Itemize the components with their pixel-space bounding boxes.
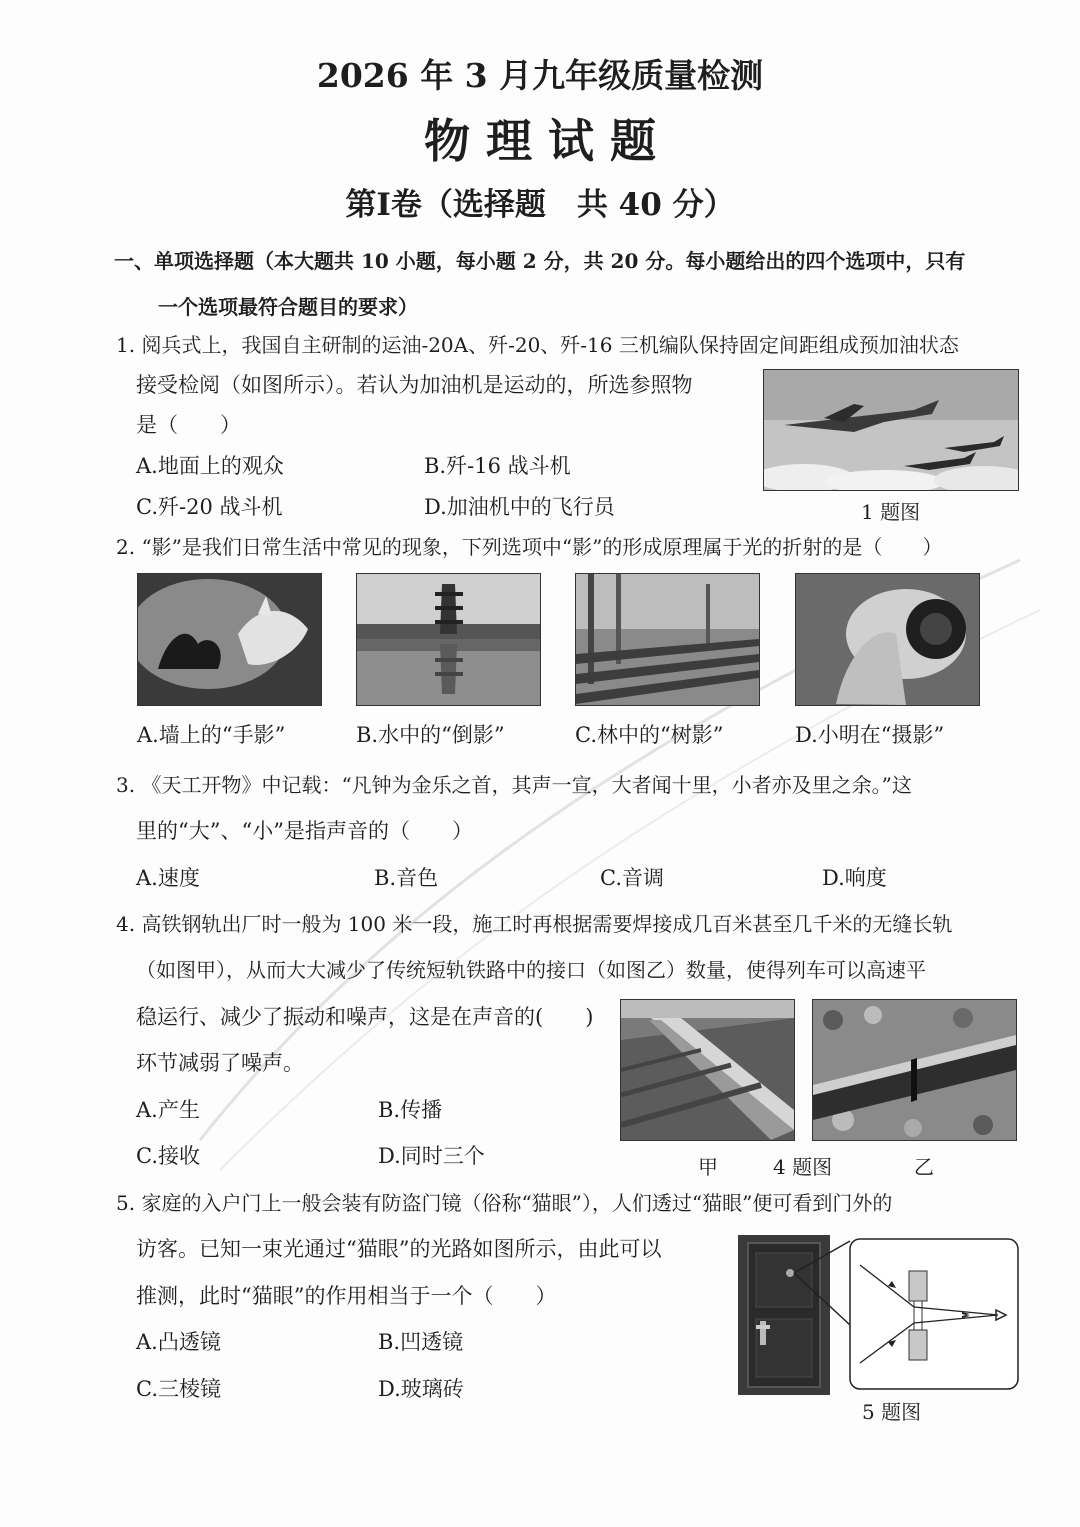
q2-tree-shadow-photo (575, 573, 760, 706)
q4-seamless-rail-photo (620, 999, 795, 1141)
q4-line2: （如图甲），从而大大减少了传统短轨铁路中的接口（如图乙）数量，使得列车可以高速平 (136, 958, 926, 982)
section-heading-line1: 一、单项选择题（本大题共 10 小题，每小题 2 分，共 20 分。每小题给出的四个选项中，只有 (114, 249, 966, 273)
q5-option-c: C.三棱镜 (136, 1377, 221, 1401)
q1-option-b: B.歼-16 战斗机 (424, 454, 571, 478)
q4-fig-label-yi: 乙 (914, 1155, 934, 1179)
q2-option-b: B.水中的“倒影” (356, 723, 505, 747)
q4-option-a: A.产生 (136, 1098, 200, 1122)
q1-line2: 接受检阅（如图所示）。若认为加油机是运动的，所选参照物 (136, 373, 693, 397)
q5-figure-caption: 5 题图 (862, 1400, 922, 1424)
q4-fig-label-jia: 甲 (698, 1155, 718, 1179)
q2-hand-shadow-photo (137, 573, 322, 706)
q5-option-b: B.凹透镜 (378, 1330, 464, 1354)
q2-option-d: D.小明在“摄影” (795, 723, 945, 747)
q3-line2: 里的“大”、“小”是指声音的（ ） (136, 819, 473, 843)
q1-line1: 1. 阅兵式上，我国自主研制的运油-20A、歼-20、歼-16 三机编队保持固定间距组成预加油状态 (116, 333, 959, 357)
section-heading-line2: 一个选项最符合题目的要求） (158, 295, 418, 319)
q1-option-c: C.歼-20 战斗机 (136, 495, 283, 519)
q2-line1: 2. “影”是我们日常生活中常见的现象，下列选项中“影”的形成原理属于光的折射的是（ ） (116, 535, 943, 559)
peephole-icon (786, 1269, 794, 1277)
q5-peephole-diagram (738, 1235, 1022, 1395)
q5-option-a: A.凸透镜 (136, 1330, 221, 1354)
q3-option-d: D.响度 (822, 866, 887, 890)
q2-photography-photo (795, 573, 980, 706)
q2-reflection-photo (356, 573, 541, 706)
q3-option-b: B.音色 (374, 866, 439, 890)
q4-line3: 稳运行、减少了振动和噪声，这是在声音的( ) (136, 1005, 594, 1029)
q5-line2: 访客。已知一束光通过“猫眼”的光路如图所示，由此可以 (136, 1237, 662, 1261)
q4-rail-joint-photo (812, 999, 1017, 1141)
part-title: 第Ⅰ卷（选择题 共 40 分） (345, 187, 735, 223)
q2-option-c: C.林中的“树影” (575, 723, 724, 747)
q5-line3: 推测，此时“猫眼”的作用相当于一个（ ） (136, 1284, 557, 1308)
q4-option-c: C.接收 (136, 1144, 200, 1168)
q4-figure-caption: 4 题图 (773, 1155, 833, 1179)
q1-option-a: A.地面上的观众 (136, 454, 284, 478)
q5-option-d: D.玻璃砖 (378, 1377, 464, 1401)
q2-option-a: A.墙上的“手影” (137, 723, 286, 747)
q4-option-b: B.传播 (378, 1098, 443, 1122)
q1-line3: 是（ ） (136, 413, 241, 437)
q3-line1: 3. 《天工开物》中记载：“凡钟为金乐之首，其声一宣，大者闻十里，小者亦及里之余。”这 (116, 773, 912, 797)
q3-option-a: A.速度 (136, 866, 200, 890)
q4-line1: 4. 高铁钢轨出厂时一般为 100 米一段，施工时再根据需要焊接成几百米甚至几千米的无缝长轨 (116, 912, 953, 936)
q3-option-c: C.音调 (600, 866, 664, 890)
q1-figure-caption: 1 题图 (861, 500, 921, 524)
q5-line1: 5. 家庭的入户门上一般会装有防盗门镜（俗称“猫眼”），人们透过“猫眼”便可看到门外的 (116, 1191, 893, 1215)
exam-title: 2026 年 3 月九年级质量检测 (316, 56, 764, 95)
q1-aircraft-photo (763, 369, 1019, 491)
subject-title: 物 理 试 题 (423, 114, 657, 168)
q4-line4: 环节减弱了噪声。 (136, 1051, 304, 1075)
q4-option-d: D.同时三个 (378, 1144, 485, 1168)
q1-option-d: D.加油机中的飞行员 (424, 495, 615, 519)
